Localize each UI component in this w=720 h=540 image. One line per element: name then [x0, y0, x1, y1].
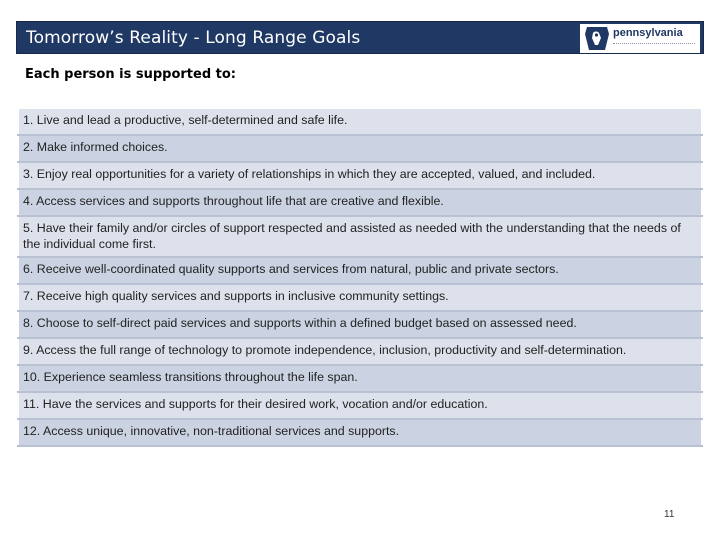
goal-8: 8. Choose to self-direct paid services and supports within a defined budget based on assessed need. — [18, 311, 702, 338]
goal-6: 6. Receive well-coordinated quality supports and services from natural, public and private sectors. — [18, 257, 702, 284]
table-row — [18, 365, 702, 392]
goal-2: 2. Make informed choices. — [18, 135, 702, 162]
table-row — [18, 108, 702, 135]
table-row — [18, 162, 702, 189]
table-row — [18, 257, 702, 284]
table-row — [18, 419, 702, 446]
slide-title: Tomorrow’s Reality - Long Range Goals — [26, 28, 361, 48]
goal-1: 1. Live and lead a productive, self-determined and safe life. — [18, 108, 702, 135]
table-row — [18, 189, 702, 216]
goal-7: 7. Receive high quality services and supports in inclusive community settings. — [18, 284, 702, 311]
goal-3: 3. Enjoy real opportunities for a variety of relationships in which they are accepted, valued, and included. — [18, 162, 702, 189]
subtitle: Each person is supported to: — [25, 67, 236, 82]
page-number: 11 — [664, 509, 675, 520]
table-row — [18, 284, 702, 311]
table-row — [18, 338, 702, 365]
table-row — [18, 311, 702, 338]
goal-4: 4. Access services and supports throughout life that are creative and flexible. — [18, 189, 702, 216]
keystone-icon — [584, 26, 610, 51]
goal-12: 12. Access unique, innovative, non-traditional services and supports. — [18, 419, 702, 446]
table-row — [18, 392, 702, 419]
goal-9: 9. Access the full range of technology to promote independence, inclusion, productivity and self-determination. — [18, 338, 702, 365]
table-row — [18, 135, 702, 162]
logo-wordmark: pennsylvania — [613, 27, 683, 39]
pennsylvania-logo — [580, 24, 700, 53]
goal-10: 10. Experience seamless transitions throughout the life span. — [18, 365, 702, 392]
goal-11: 11. Have the services and supports for their desired work, vocation and/or education. — [18, 392, 702, 419]
goals-table — [17, 107, 703, 447]
title-bar — [16, 21, 704, 54]
logo-tagline-line — [613, 43, 695, 46]
goal-5: 5. Have their family and/or circles of support respected and assisted as needed with the understanding that the needs of the individual come first. — [18, 216, 702, 257]
table-row — [18, 216, 702, 257]
